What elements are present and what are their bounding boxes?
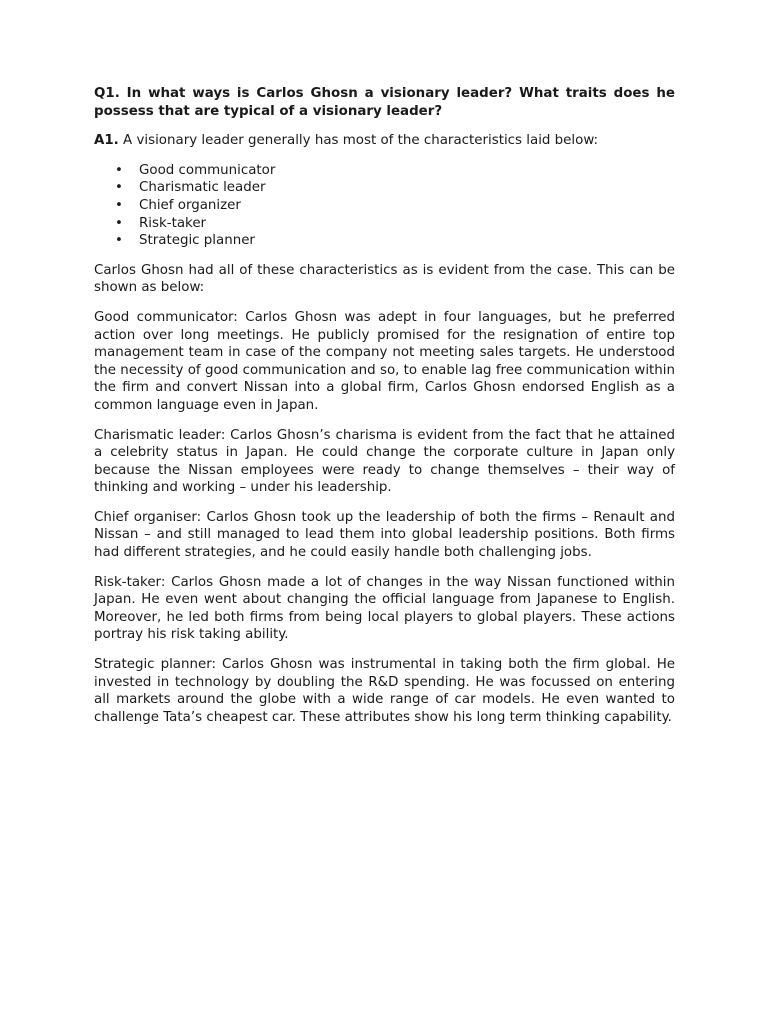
answer-intro-text: A visionary leader generally has most of the characteristics laid below: [123,133,599,149]
list-item [94,162,675,180]
list-item [94,232,675,250]
list-item [94,197,675,215]
paragraph-chief-organiser: Chief organiser: Carlos Ghosn took up the leadership of both the firms – Renault and Nissan – and still managed to lead them into global leadership positions. Both firms had different strategies, and he could easily handle both challenging jobs. [94,509,675,561]
paragraph-risk-taker: Risk-taker: Carlos Ghosn made a lot of changes in the way Nissan functioned within Japan. He even went about changing the official language from Japanese to English. Moreover, he led both firms from being local players to global players. These actions portray his risk taking ability. [94,574,675,643]
paragraph-good-communicator: Good communicator: Carlos Ghosn was adept in four languages, but he preferred action over long meetings. He publicly promised for the resignation of entire top management team in case of the company not meeting sales targets. He understood the necessity of good communication and so, to enable lag free communication within the firm and convert Nissan into a global firm, Carlos Ghosn endorsed English as a common language even in Japan. [94,309,675,413]
question-heading: Q1. In what ways is Carlos Ghosn a visionary leader? What traits does he possess that are typical of a visionary leader? [94,86,675,119]
bullet-icon: • [115,215,123,231]
paragraph-summary: Carlos Ghosn had all of these characteristics as is evident from the case. This can be shown as below: [94,262,675,296]
list-item-text: Risk-taker [139,215,207,231]
paragraph-strategic-planner: Strategic planner: Carlos Ghosn was instrumental in taking both the firm global. He invested in technology by doubling the R&D spending. He was focussed on entering all markets around the globe with a wide range of car models. He even wanted to challenge Tata’s cheapest car. These attributes show his long term thinking capability. [94,657,675,725]
bullet-icon: • [115,197,123,213]
answer-label: A1. [94,133,119,149]
list-item-text: Charismatic leader [139,180,266,196]
answer-intro [94,132,675,150]
traits-list [94,162,675,250]
document-page [94,85,675,738]
paragraph-charismatic-leader: Charismatic leader: Carlos Ghosn’s charisma is evident from the fact that he attained a celebrity status in Japan. He could change the corporate culture in Japan only because the Nissan employees were ready to change themselves – their way of thinking and working – under his leadership. [94,427,675,496]
list-item [94,179,675,197]
bullet-icon: • [115,180,123,196]
list-item [94,215,675,233]
list-item-text: Strategic planner [139,233,255,249]
bullet-icon: • [115,233,123,249]
list-item-text: Chief organizer [139,197,241,213]
list-item-text: Good communicator [139,162,276,178]
bullet-icon: • [115,162,123,178]
